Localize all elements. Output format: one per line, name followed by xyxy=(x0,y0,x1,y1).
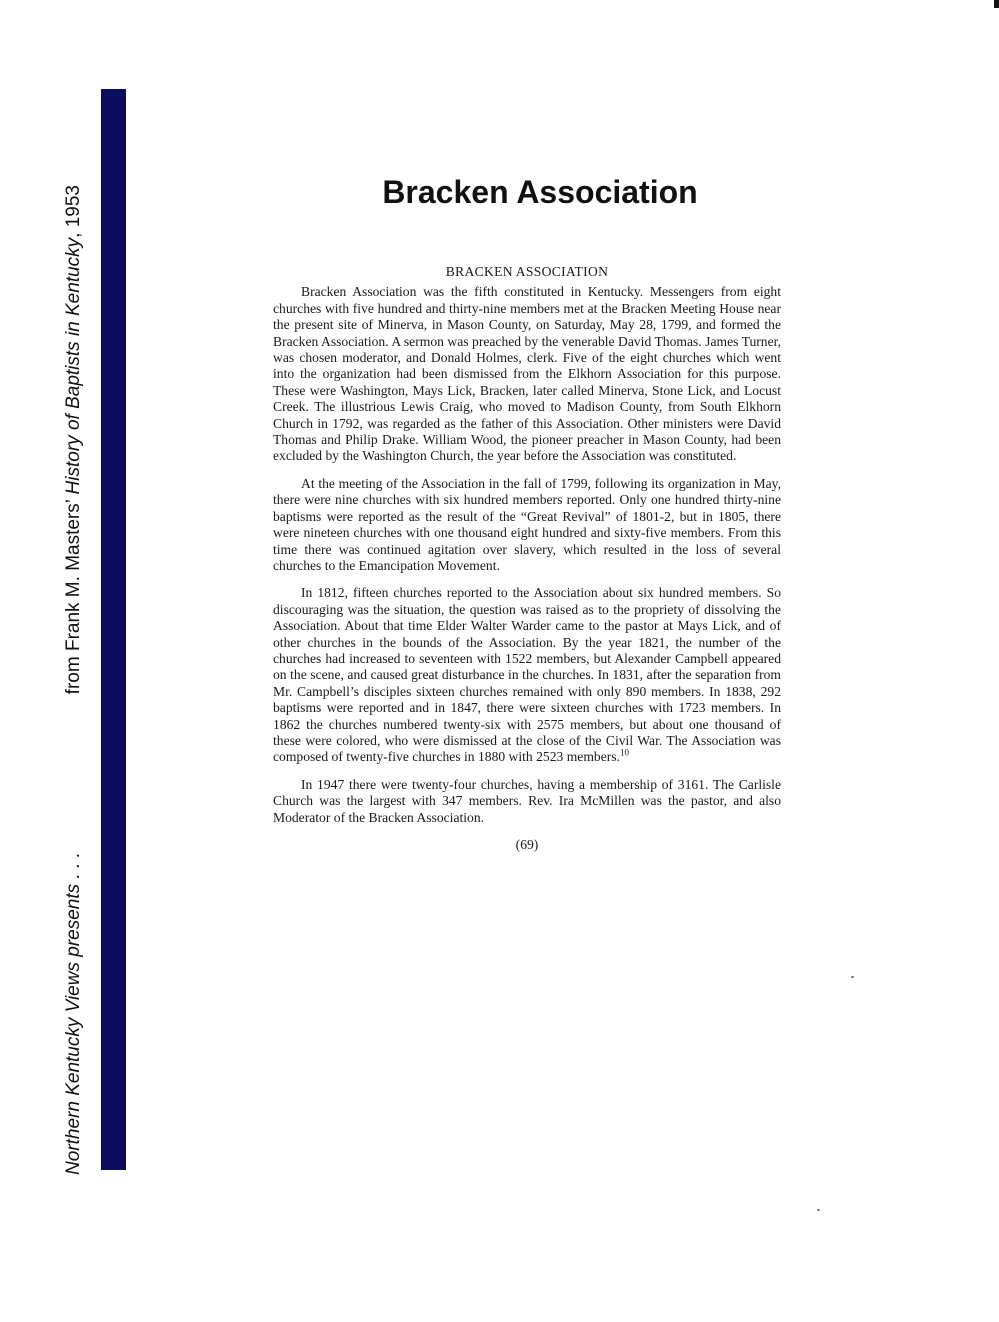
article-paragraph-1: Bracken Association was the fifth constituted in Kentucky. Messengers from eight churches with five hundred and thirty-nine members met at the Bracken Meeting House near the present site of Minerva, in Mason County, on Saturday, May 28, 1799, and formed the Bracken Association. A sermon was preached by the venerable David Thomas. James Turner, was chosen moderator, and Donald Holmes, clerk. Five of the eight churches which went into the organization had been dismissed from the Elkhorn Association for this purpose. These were Washington, Mays Lick, Bracken, later called Minerva, Stone Lick, and Locust Creek. The illustrious Lewis Craig, who moved to Madison County, from South Elkhorn Church in 1792, was regarded as the father of this Association. Other ministers were David Thomas and Philip Drake. William Wood, the pioneer preacher in Mason County, had been excluded by the Washington Church, the year before the Association was constituted. xyxy=(273,284,781,464)
scan-speck xyxy=(817,1209,820,1211)
scan-speck xyxy=(851,976,854,978)
side-caption-presents: Northern Kentucky Views presents . . . xyxy=(63,852,84,1175)
scan-corner-mark xyxy=(994,0,999,8)
article xyxy=(273,264,781,853)
article-paragraph-2: At the meeting of the Association in the fall of 1799, following its organization in May, there were nine churches with six hundred members reported. Only one hundred thirty-nine baptisms were reported as the result of the “Great Revival” of 1801-2, but in 1805, there were nineteen churches with one thousand eight hundred and sixty-five members. From this time there was continued agitation over slavery, which resulted in the loss of several churches to the Emancipation Movement. xyxy=(273,475,781,573)
source-book-title: History of Baptists in Kentucky xyxy=(63,237,84,495)
side-caption-source: from Frank M. Masters’ History of Baptists in Kentucky, 1953 xyxy=(63,185,84,695)
page-number: (69) xyxy=(515,837,539,852)
article-title: BRACKEN ASSOCIATION xyxy=(445,264,609,279)
page-heading: Bracken Association xyxy=(382,174,698,210)
footnote-reference: 10 xyxy=(619,747,629,758)
article-paragraph-4: In 1947 there were twenty-four churches, having a membership of 3161. The Carlisle Church was the largest with 347 members. Rev. Ira McMillen was the pastor, and also Moderator of the Bracken Association. xyxy=(273,776,781,825)
decorative-side-bar xyxy=(101,89,126,1170)
article-paragraph-3: In 1812, fifteen churches reported to the Association about six hundred members. So discouraging was the situation, the question was raised as to the propriety of dissolving the Association. About that time Elder Walter Warder came to the pastor at Mays Lick, and of other churches in the bounds of the Association. By the year 1821, the number of the churches had increased to seventeen with 1522 members, but Alexander Campbell appeared on the scene, and caused great disturbance in the churches. In 1831, after the separation from Mr. Campbell’s disciples sixteen churches remained with only 890 members. In 1838, 292 baptisms were reported and in 1847, there were sixteen churches with 1723 members. In 1862 the churches numbered twenty-six with 2575 members, but about one thousand of these were colored, who were dismissed at the close of the Civil War. The Association was composed of twenty-five churches in 1880 with 2523 members.$^{10}$ xyxy=(273,585,781,765)
